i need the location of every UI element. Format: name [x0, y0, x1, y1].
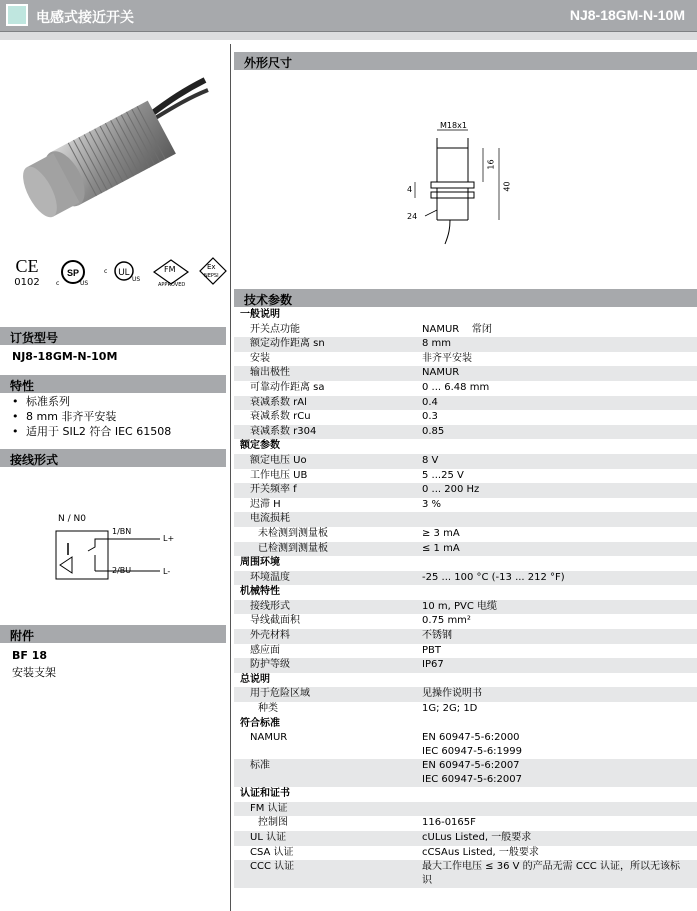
spec-row: [234, 381, 697, 396]
spec-row: [234, 483, 697, 498]
spec-value: ≥ 3 mA: [422, 527, 460, 539]
spec-value: 0.3: [422, 411, 438, 423]
spec-label: 可靠动作距离 sa: [250, 381, 325, 393]
spec-label: NAMUR: [250, 732, 288, 744]
product-category-title: 电感式接近开关: [36, 10, 134, 26]
spec-label: 电流损耗: [250, 513, 290, 525]
spec-value: 8 mm: [422, 338, 452, 350]
csa-c-label: c: [56, 280, 60, 287]
spec-value: NAMUR: [422, 367, 460, 379]
spec-label: 输出极性: [250, 367, 290, 379]
spec-row: [234, 425, 697, 440]
specs-section-header: 技术参数: [234, 289, 697, 307]
spec-label: 用于危险区域: [250, 688, 310, 700]
spec-label: 外壳材料: [250, 630, 290, 642]
spec-row: [234, 816, 697, 831]
dimensions-section-header: 外形尺寸: [234, 52, 697, 70]
spec-value: cULus Listed, 一般要求: [422, 832, 532, 843]
spec-value: 0.85: [422, 425, 445, 437]
svg-text:UL: UL: [118, 267, 130, 277]
header-strip: [0, 32, 697, 40]
spec-label: 感应面: [250, 644, 280, 656]
spec-label: 迟滞 H: [250, 498, 281, 510]
spec-category: 符合标准: [240, 717, 280, 729]
features-section-header: 特性: [0, 375, 226, 393]
spec-value: 116-0165F: [422, 817, 476, 829]
wiring-lminus-label: L-: [163, 567, 171, 576]
page-header: [0, 0, 697, 32]
spec-label: 额定动作距离 sn: [250, 338, 325, 350]
spec-label: 衰减系数 rCu: [250, 411, 311, 423]
spec-value: 3 %: [422, 498, 442, 510]
spec-row: [234, 658, 697, 673]
spec-value: 0.75 mm²: [422, 615, 471, 627]
spec-value: 10 m, PVC 电缆: [422, 600, 498, 612]
fm-label: FM: [164, 265, 176, 274]
spec-category: 认证和证书: [240, 788, 290, 800]
dim-16-label: 16: [486, 159, 496, 170]
spec-value: 非齐平安装: [422, 352, 472, 364]
dim-40-label: 40: [502, 181, 512, 192]
spec-value: 不锈钢: [422, 630, 452, 642]
spec-row: [234, 396, 697, 411]
spec-label: 接线形式: [250, 600, 290, 612]
dim-m18-label: M18x1: [440, 121, 467, 130]
spec-row: [234, 352, 697, 367]
features-list: [12, 394, 171, 439]
spec-row: [234, 454, 697, 469]
header-square-icon: [6, 4, 28, 26]
accessory-name: BF 18: [12, 649, 48, 662]
spec-label: 未检测到测量板: [258, 527, 328, 539]
spec-value: 最大工作电压 ≤ 36 V 的产品无需 CCC 认证，所以无该标识: [422, 861, 680, 887]
specs-table: [234, 308, 697, 888]
spec-value: 1G; 2G; 1D: [422, 703, 478, 715]
column-divider: [230, 44, 231, 911]
spec-label: 控制图: [258, 817, 288, 829]
spec-label: 衰减系数 r304: [250, 425, 317, 437]
feature-item: • 8 mm 非齐平安装: [12, 409, 171, 424]
spec-row: [234, 802, 697, 817]
spec-value: ≤ 1 mA: [422, 542, 460, 554]
spec-row: [234, 702, 697, 717]
spec-row: [234, 831, 697, 846]
wiring-no-label: N / N0: [58, 514, 86, 524]
spec-label: 安装: [250, 352, 270, 364]
spec-row: [234, 629, 697, 644]
spec-row: [234, 542, 697, 557]
spec-row: [234, 687, 697, 702]
fm-approved-label: APPROVED: [158, 282, 186, 288]
spec-row: [234, 527, 697, 542]
spec-label: 开关频率 f: [250, 484, 297, 496]
accessory-desc: 安装支架: [12, 666, 56, 679]
spec-row: [234, 323, 697, 338]
spec-label: 标准: [250, 760, 270, 772]
wiring-bu-label: 2/BU: [112, 566, 132, 575]
spec-label: 种类: [258, 703, 278, 715]
wiring-section-header: 接线形式: [0, 449, 226, 467]
spec-label: 导线截面积: [250, 615, 300, 627]
spec-value: -25 ... 100 °C (-13 ... 212 °F): [422, 571, 565, 583]
spec-value: 8 V: [422, 454, 439, 466]
spec-value: EN 60947-5-6:2000 IEC 60947-5-6:1999: [422, 732, 522, 758]
spec-row: [234, 410, 697, 425]
spec-row: [234, 600, 697, 615]
sensor-product-image: [20, 70, 210, 230]
spec-value: NAMUR 常闭: [422, 323, 492, 335]
spec-value: cCSAus Listed, 一般要求: [422, 846, 539, 858]
spec-value: 5 ...25 V: [422, 469, 464, 481]
nepsi-label: NEPSI: [204, 273, 219, 279]
spec-category: 机械特性: [240, 586, 280, 598]
csa-us-label: US: [80, 280, 89, 287]
spec-row: [234, 498, 697, 513]
dim-24-label: 24: [407, 212, 418, 221]
spec-row: [234, 644, 697, 659]
spec-label: 已检测到测量板: [258, 542, 328, 554]
spec-label: 环境温度: [250, 571, 290, 583]
ex-label: Ex: [207, 263, 216, 271]
spec-row: [234, 759, 697, 787]
spec-category: 总说明: [240, 673, 270, 685]
product-model-title: NJ8-18GM-N-10M: [569, 7, 685, 23]
spec-label: 额定电压 Uo: [250, 454, 307, 466]
spec-value: 见操作说明书: [422, 688, 482, 700]
ex-nepsi-icon: [198, 256, 228, 286]
spec-value: 0 ... 200 Hz: [422, 484, 480, 496]
order-model: NJ8-18GM-N-10M: [12, 350, 118, 363]
dimension-drawing: [395, 120, 520, 250]
spec-label: 开关点功能: [250, 323, 300, 335]
spec-row: [234, 571, 697, 586]
spec-value: IP67: [422, 659, 444, 671]
spec-label: 衰减系数 rAl: [250, 396, 307, 408]
ul-us-label: US: [132, 276, 141, 283]
feature-item: • 标准系列: [12, 394, 171, 409]
spec-category: 周围环境: [240, 557, 280, 569]
spec-category: 一般说明: [240, 309, 280, 320]
feature-item: • 适用于 SIL2 符合 IEC 61508: [12, 424, 171, 439]
spec-row: [234, 846, 697, 861]
dim-4-label: 4: [407, 185, 413, 194]
spec-value: 0.4: [422, 396, 438, 408]
spec-label: UL 认证: [250, 832, 287, 843]
spec-row: [234, 469, 697, 484]
spec-row: [234, 860, 697, 888]
spec-row: [234, 366, 697, 381]
order-section-header: 订货型号: [0, 327, 226, 345]
accessory-section-header: 附件: [0, 625, 226, 643]
spec-value: EN 60947-5-6:2007 IEC 60947-5-6:2007: [422, 760, 522, 786]
spec-value: 0 ... 6.48 mm: [422, 381, 490, 393]
spec-row: [234, 337, 697, 352]
spec-category: 额定参数: [240, 440, 280, 452]
ce-mark: CE 0102: [14, 256, 40, 288]
spec-label: 工作电压 UB: [250, 469, 308, 481]
spec-label: CCC 认证: [250, 861, 295, 873]
spec-label: 防护等级: [250, 659, 290, 671]
svg-text:SP: SP: [66, 268, 80, 278]
spec-value: PBT: [422, 644, 441, 656]
ul-c-label: c: [104, 268, 108, 275]
wiring-lplus-label: L+: [163, 534, 175, 543]
spec-row: [234, 731, 697, 759]
spec-label: CSA 认证: [250, 846, 294, 858]
wiring-bn-label: 1/BN: [112, 527, 132, 536]
spec-label: FM 认证: [250, 802, 288, 814]
spec-row: [234, 512, 697, 527]
spec-row: [234, 614, 697, 629]
